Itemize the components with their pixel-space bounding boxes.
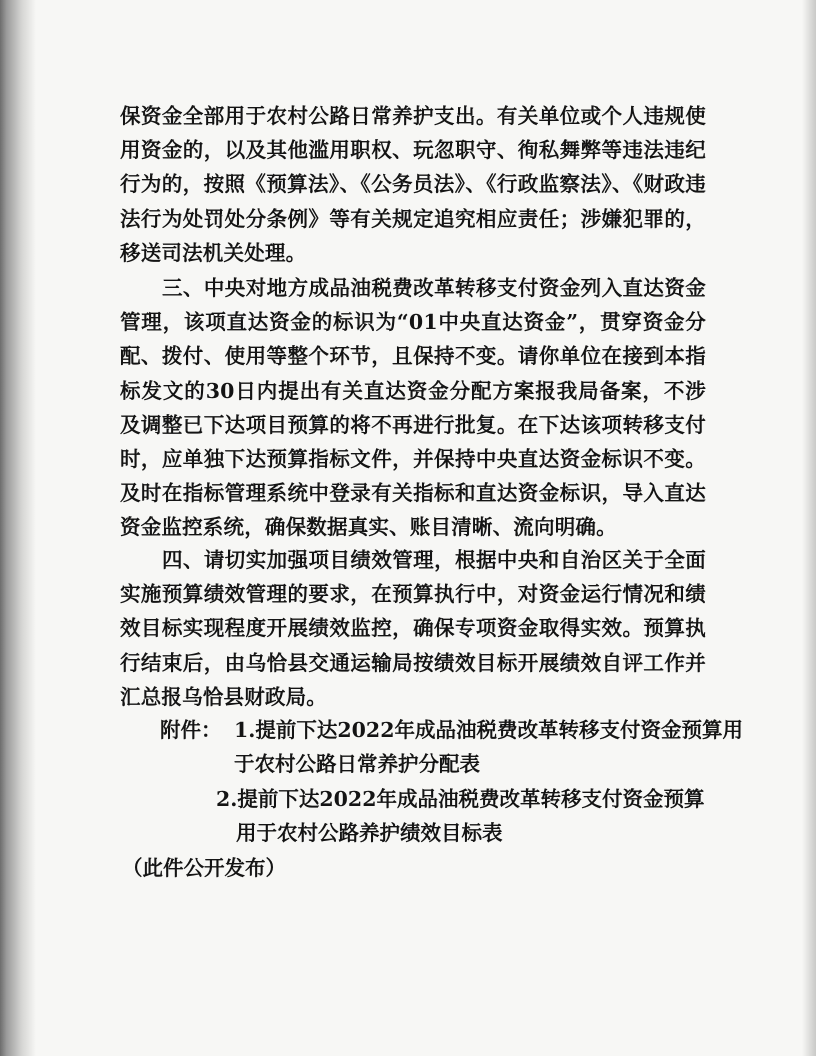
- paragraph-section-three: 三、中央对地方成品油税费改革转移支付资金列入直达资金管理，该项直达资金的标识为“01中央直达资金”，贯穿资金分配、拨付、使用等整个环节，且保持不变。请你单位在接到本指标发文的30日内提出有关直达资金分配方案报我局备案，不涉及调整已下达项目预算的将不再进行批复。在下达该项转移支付时，应单独下达预算指标文件，并保持中央直达资金标识不变。及时在指标管理系统中登录有关指标和直达资金标识，导入直达资金监控系统，确保数据真实、账目清晰、流向明确。: [120, 276, 706, 540]
- attachment-1-line-2: 于农村公路日常养护分配表: [234, 752, 480, 776]
- paragraph-section-four: 四、请切实加强项目绩效管理，根据中央和自治区关于全面实施预算绩效管理的要求，在预算执行中，对资金运行情况和绩效目标实现程度开展绩效监控，确保专项资金取得实效。预算执行结束后，由乌恰县交通运输局按绩效目标开展绩效自评工作并汇总报乌恰县财政局。: [120, 548, 706, 709]
- attachments-label: 附件：: [160, 718, 222, 742]
- attachment-2-line-1: 2.提前下达2022年成品油税费改革转移支付资金预算: [216, 787, 705, 811]
- closing-note: （此件公开发布）: [122, 856, 286, 880]
- paragraph-funds-usage: 保资金全部用于农村公路日常养护支出。有关单位或个人违规使用资金的，以及其他滥用职权、玩忽职守、徇私舞弊等违法违纪行为的，按照《预算法》、《公务员法》、《行政监察法》、《财政违法行为处罚处分条例》等有关规定追究相应责任；涉嫌犯罪的，移送司法机关处理。: [120, 104, 706, 265]
- attachment-2-line-2: 用于农村公路养护绩效目标表: [236, 821, 503, 845]
- attachment-1-line-1: 1.提前下达2022年成品油税费改革转移支付资金预算用: [234, 718, 743, 742]
